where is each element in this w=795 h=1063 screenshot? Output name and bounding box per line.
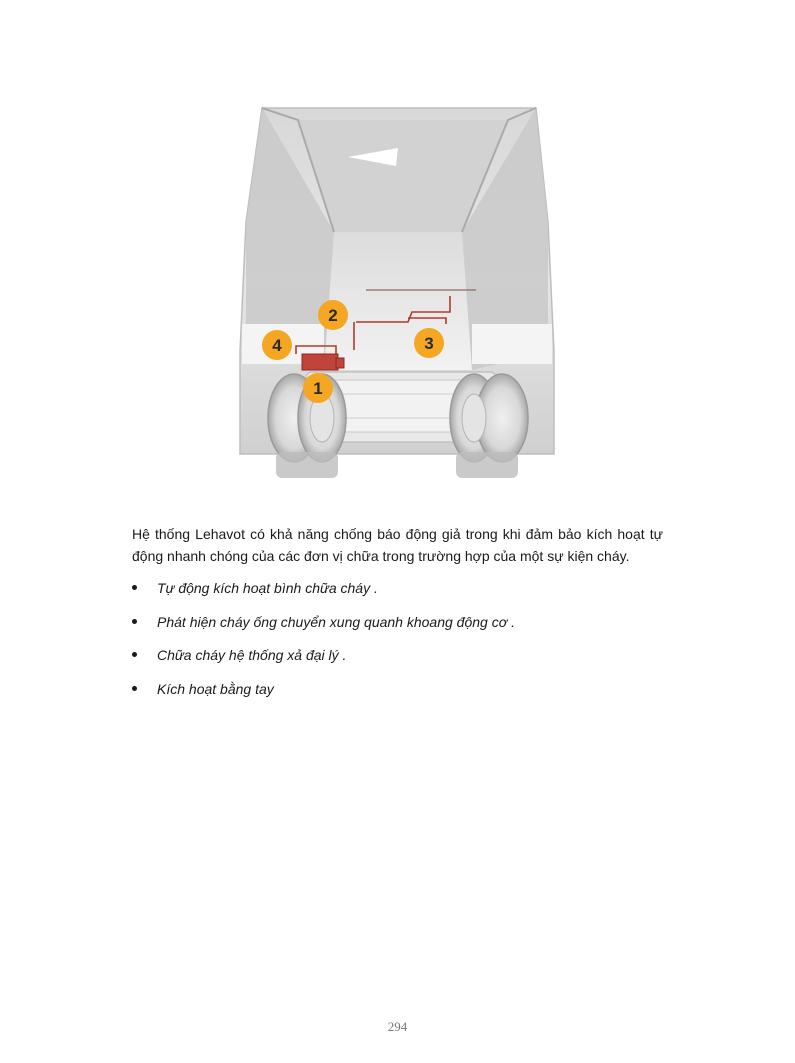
callout-label-3: 3: [424, 334, 434, 353]
callout-2: [318, 300, 348, 330]
page-number: 294: [387, 1019, 408, 1034]
list-item: [132, 679, 663, 713]
bullet-icon: [132, 686, 137, 691]
list-item: [132, 645, 663, 679]
right-wheels: [450, 374, 528, 478]
list-item-text: Chữa cháy hệ thống xả đại lý .: [157, 647, 347, 663]
callout-label-1: 1: [313, 379, 323, 398]
extinguisher-unit: [302, 354, 338, 370]
callout-label-4: 4: [272, 336, 282, 355]
list-item: [132, 578, 663, 612]
bullet-icon: [132, 652, 137, 657]
list-item: [132, 612, 663, 646]
list-item-text: Kích hoạt bằng tay: [157, 680, 274, 697]
callout-1: [303, 373, 333, 403]
feature-list: [132, 578, 663, 712]
bus-fire-system-illustration: [236, 102, 558, 484]
bullet-icon: [132, 585, 137, 590]
description-paragraph: Hệ thống Lehavot có khả năng chống báo động giả trong khi đảm bảo kích hoạt tự động nhanh chóng của các đơn vị chữa trong trường hợp của một sự kiện cháy.: [132, 526, 663, 564]
bus-rear-diagram: [236, 102, 558, 484]
bullet-icon: [132, 619, 137, 624]
callout-label-2: 2: [328, 306, 338, 325]
list-item-text: Tự động kích hoạt bình chữa cháy .: [157, 580, 378, 596]
callout-3: [414, 328, 444, 358]
callout-4: [262, 330, 292, 360]
list-item-text: Phát hiện cháy ống chuyển xung quanh khoang động cơ .: [157, 613, 515, 630]
